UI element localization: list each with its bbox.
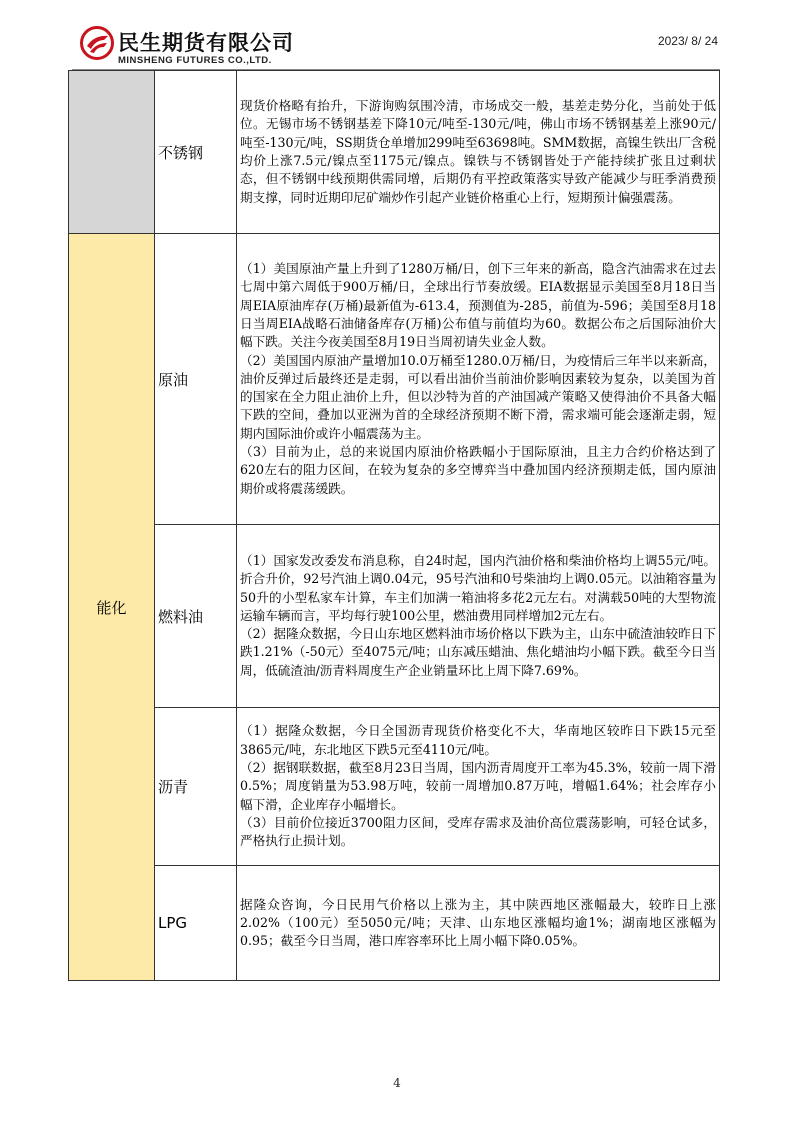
analysis-paragraph: （2）据隆众数据，今日山东地区燃料油市场价格以下跌为主，山东中硫渣油较昨日下跌1.21%（-50元）至4075元/吨；山东减压蜡油、焦化蜡油均小幅下跌。截至今日当周，低硫渣油/沥青料周度生产企业销量环比上周下降7.69%。	[240, 626, 716, 678]
item-cell: 沥青	[155, 708, 237, 866]
company-name-en: MINSHENG FUTURES CO.,LTD.	[118, 55, 272, 66]
sector-cell-metals	[69, 71, 155, 234]
item-cell: 原油	[155, 234, 237, 525]
item-cell: LPG	[155, 866, 237, 981]
table-row	[69, 708, 720, 866]
report-date: 2023/ 8/ 24	[657, 34, 718, 48]
analysis-paragraph: （3）目前价位接近3700阻力区间，受库存需求及油价高位震荡影响，可轻仓试多，严格执行止损计划。	[240, 814, 716, 849]
analysis-paragraph: （1）美国原油产量上升到了1280万桶/日，创下三年来的新高，隐含汽油需求在过去七周中第六周低于900万桶/日，全球出行节奏放缓。EIA数据显示美国至8月18日当周EIA原油库存(万桶)最新值为-613.4，预测值为-285，前值为-596；美国至8月18日当周EIA战略石油储备库存(万桶)公布值与前值均为60。数据公布之后国际油价大幅下跌。关注今夜美国至8月19日当周初请失业金人数。	[240, 261, 716, 350]
analysis-paragraph: （2）据钢联数据，截至8月23日当周，国内沥青周度开工率为45.3%，较前一周下滑0.5%；周度销量为53.98万吨，较前一周增加0.87万吨，增幅1.64%；社会库存小幅下滑，企业库存小幅增长。	[240, 760, 716, 812]
analysis-cell	[237, 525, 720, 708]
page-header	[0, 0, 794, 70]
analysis-paragraph: 现货价格略有抬升，下游询购氛围冷清，市场成交一般，基差走势分化，当前处于低位。无锡市场不锈钢基差下降10元/吨至-130元/吨，佛山市场不锈钢基差上涨90元/吨至-130元/吨，SS期货仓单增加299吨至63698吨。SMM数据，高镍生铁出厂含税均价上涨7.5元/镍点至1175元/镍点。镍铁与不锈钢皆处于产能持续扩张且过剩状态，但不锈钢中线预期供需同增，后期仍有平控政策落实导致产能减少与旺季消费预期支撑，同时近期印尼矿端炒作引起产业链价格重心上行，短期预计偏强震荡。	[240, 98, 716, 205]
table-row	[69, 866, 720, 981]
company-logo-icon	[80, 26, 114, 60]
analysis-cell	[237, 866, 720, 981]
table-row	[69, 234, 720, 525]
analysis-paragraph: 据隆众咨询，今日民用气价格以上涨为主，其中陕西地区涨幅最大，较昨日上涨2.02%（100元）至5050元/吨；天津、山东地区涨幅均逾1%；湖南地区涨幅为0.95；截至今日当周，港口库容率环比上周小幅下降0.05%。	[240, 896, 716, 949]
analysis-paragraph: （1）据隆众数据，今日全国沥青现货价格变化不大，华南地区较昨日下跌15元至3865元/吨，东北地区下跌5元至4110元/吨。	[240, 723, 716, 757]
page-number: 4	[393, 1076, 401, 1090]
analysis-paragraph: （1）国家发改委发布消息称，自24时起，国内汽油价格和柴油价格均上调55元/吨。折合升价，92号汽油上调0.04元，95号汽油和0号柴油均上调0.05元。以油箱容量为50升的小型私家车计算，车主们加满一箱油将多花2元左右。对满载50吨的大型物流运输车辆而言，平均每行驶100公里，燃油费用同样增加2元左右。	[240, 552, 716, 623]
analysis-cell	[237, 234, 720, 525]
analysis-cell	[237, 708, 720, 866]
analysis-paragraph: （3）目前为止，总的来说国内原油价格跌幅小于国际原油，且主力合约价格达到了620左右的阻力区间，在较为复杂的多空博弈当中叠加国内经济预期走低，国内原油期价或将震荡缓跌。	[240, 444, 716, 496]
table-row	[69, 71, 720, 234]
item-cell: 燃料油	[155, 525, 237, 708]
analysis-paragraph: （2）美国国内原油产量增加10.0万桶至1280.0万桶/日，为疫情后三年半以来新高，油价反弹过后最终还是走弱，可以看出油价当前油价影响因素较为复杂，以美国为首的国家在全力阻止油价上升，但以沙特为首的产油国减产策略又使得油价不具备大幅下跌的空间，叠加以亚洲为首的全球经济预期不断下滑，需求端可能会逐渐走弱，短期内国际油价或许小幅震荡为主。	[240, 352, 716, 441]
table-row	[69, 525, 720, 708]
analysis-cell	[237, 71, 720, 234]
commodity-table	[68, 70, 720, 981]
sector-cell-energy-chemicals: 能化	[69, 234, 155, 981]
company-name-cn: 民生期货有限公司	[118, 31, 294, 55]
item-cell: 不锈钢	[155, 71, 237, 234]
